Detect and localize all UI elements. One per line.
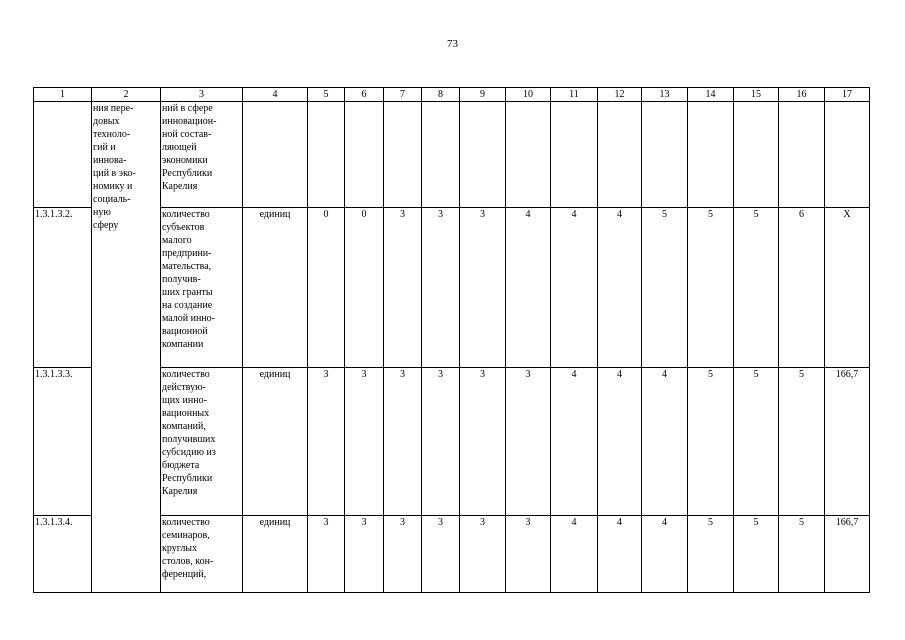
value-cell [779, 102, 825, 208]
value-cell: 3 [460, 368, 506, 516]
value-cell [506, 102, 551, 208]
unit-cell: единиц [243, 368, 308, 516]
value-cell: 3 [308, 516, 345, 593]
value-cell: 5 [688, 368, 734, 516]
value-cell [825, 102, 870, 208]
column-header: 14 [688, 88, 734, 102]
value-cell: 166,7 [825, 368, 870, 516]
value-cell: 5 [642, 208, 688, 368]
value-cell: 3 [506, 368, 551, 516]
value-cell: 4 [598, 516, 642, 593]
indicator-text: ний в сфере инновацион- ной состав- ляющей экономики Республики Карелия [161, 102, 243, 208]
value-cell [422, 102, 460, 208]
direction-text: ния пере- довых техноло- гий и иннова- ций в эко- номику и социаль- ную сферу [92, 102, 161, 593]
column-header: 10 [506, 88, 551, 102]
indicators-table [33, 87, 870, 593]
value-cell: 5 [779, 368, 825, 516]
table-row [34, 102, 870, 208]
value-cell: 3 [308, 368, 345, 516]
value-cell: 0 [308, 208, 345, 368]
value-cell: 3 [506, 516, 551, 593]
value-cell [551, 102, 598, 208]
value-cell: 3 [345, 368, 384, 516]
value-cell [734, 102, 779, 208]
value-cell: 3 [422, 208, 460, 368]
column-header: 12 [598, 88, 642, 102]
value-cell: 6 [779, 208, 825, 368]
column-header: 4 [243, 88, 308, 102]
value-cell [460, 102, 506, 208]
value-cell [345, 102, 384, 208]
value-cell: 3 [384, 208, 422, 368]
column-header: 8 [422, 88, 460, 102]
value-cell [384, 102, 422, 208]
column-header: 1 [34, 88, 92, 102]
value-cell: 166,7 [825, 516, 870, 593]
indicator-text: количество семинаров, круглых столов, кон- ференций, [161, 516, 243, 593]
value-cell: 5 [779, 516, 825, 593]
column-header: 7 [384, 88, 422, 102]
value-cell: 5 [734, 208, 779, 368]
value-cell [598, 102, 642, 208]
value-cell: 3 [384, 368, 422, 516]
value-cell: 3 [460, 208, 506, 368]
value-cell: Х [825, 208, 870, 368]
column-header: 11 [551, 88, 598, 102]
column-header: 2 [92, 88, 161, 102]
column-header: 15 [734, 88, 779, 102]
value-cell: 4 [551, 208, 598, 368]
value-cell: 4 [598, 208, 642, 368]
value-cell [642, 102, 688, 208]
row-code: 1.3.1.3.4. [34, 516, 92, 593]
column-header: 3 [161, 88, 243, 102]
indicator-text: количество действую- щих инно- вационных компаний, получивших субсидию из бюджета Республики Карелия [161, 368, 243, 516]
value-cell: 4 [551, 368, 598, 516]
value-cell: 3 [345, 516, 384, 593]
indicator-text: количество субъектов малого предприни- мательства, получив- ших гранты на создание малой инно- вационной компании [161, 208, 243, 368]
value-cell: 3 [422, 516, 460, 593]
value-cell: 3 [422, 368, 460, 516]
value-cell: 3 [384, 516, 422, 593]
value-cell: 5 [688, 208, 734, 368]
column-header: 17 [825, 88, 870, 102]
value-cell [688, 102, 734, 208]
column-header: 5 [308, 88, 345, 102]
value-cell: 4 [642, 516, 688, 593]
value-cell: 5 [734, 368, 779, 516]
unit-cell [243, 102, 308, 208]
value-cell: 5 [688, 516, 734, 593]
page-number: 73 [447, 38, 458, 50]
column-header: 16 [779, 88, 825, 102]
column-header: 9 [460, 88, 506, 102]
value-cell: 5 [734, 516, 779, 593]
value-cell: 4 [551, 516, 598, 593]
row-code [34, 102, 92, 208]
value-cell [308, 102, 345, 208]
row-code: 1.3.1.3.2. [34, 208, 92, 368]
row-code: 1.3.1.3.3. [34, 368, 92, 516]
unit-cell: единиц [243, 516, 308, 593]
value-cell: 4 [642, 368, 688, 516]
column-header: 13 [642, 88, 688, 102]
value-cell: 0 [345, 208, 384, 368]
value-cell: 4 [506, 208, 551, 368]
value-cell: 4 [598, 368, 642, 516]
unit-cell: единиц [243, 208, 308, 368]
header-row [34, 88, 870, 102]
value-cell: 3 [460, 516, 506, 593]
column-header: 6 [345, 88, 384, 102]
